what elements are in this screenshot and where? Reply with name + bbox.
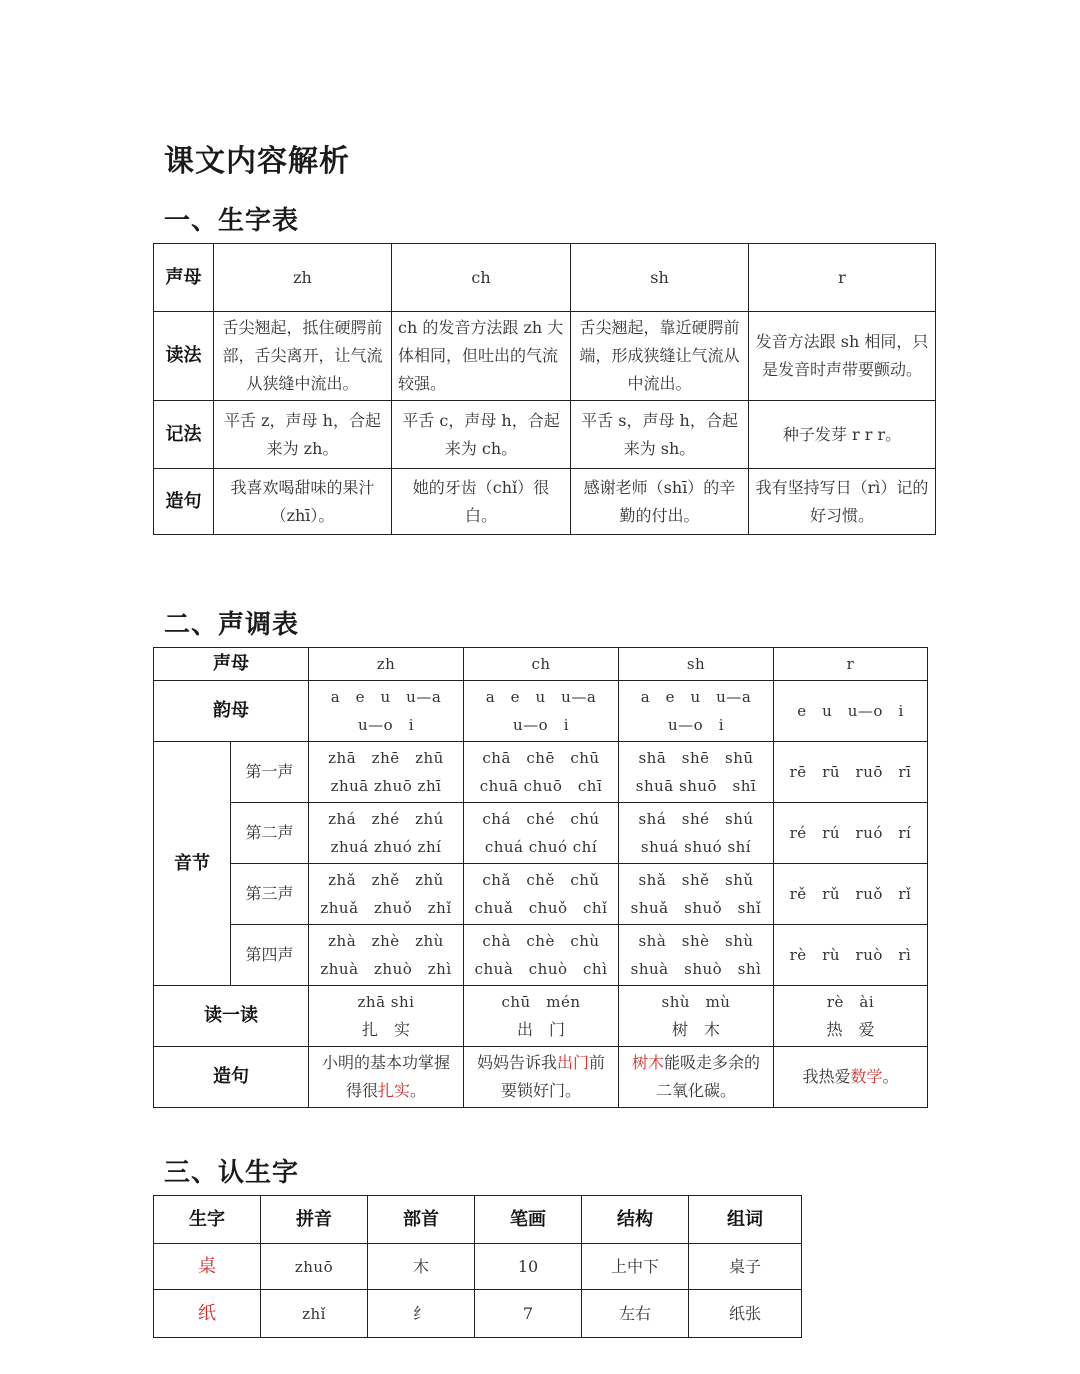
hanzi-line: 树 木 <box>671 1020 720 1039</box>
syllable-line: chuà chuò chì <box>474 960 608 978</box>
syllable-line: zhā zhē zhū <box>328 749 444 767</box>
table-row <box>154 803 928 864</box>
tone-table <box>153 647 928 1108</box>
table-cell <box>619 1047 774 1108</box>
table-cell <box>309 864 464 925</box>
sentence-text: 妈妈告诉我 <box>476 1053 557 1072</box>
yunmu-line: a e u u—a <box>485 688 597 706</box>
page-title: 课文内容解析 <box>164 144 350 179</box>
section-1-heading: 一、生字表 <box>164 206 300 236</box>
column-header: 组词 <box>689 1196 802 1244</box>
tone-label: 第三声 <box>231 864 309 925</box>
syllable-line: shuǎ shuǒ shǐ <box>630 899 762 917</box>
syllable-line: zhuá zhuó zhí <box>330 838 442 856</box>
table-cell: 纸张 <box>689 1290 802 1338</box>
table-cell: 舌尖翘起，靠近硬腭前端，形成狭缝让气流从中流出。 <box>571 312 749 401</box>
syllable-line: zhuà zhuò zhì <box>320 960 452 978</box>
syllable-line: zhuā zhuō zhī <box>330 777 442 795</box>
column-header: 生字 <box>154 1196 261 1244</box>
syllable-line: shǎ shě shǔ <box>638 871 754 889</box>
section-3-heading: 三、认生字 <box>164 1158 300 1188</box>
row-label: 造句 <box>154 469 214 535</box>
row-label: 音节 <box>154 742 231 986</box>
tone-label: 第一声 <box>231 742 309 803</box>
row-label: 造句 <box>154 1047 309 1108</box>
column-header: ch <box>464 648 619 681</box>
table-cell <box>309 803 464 864</box>
syllable-line: shá shé shú <box>638 810 754 828</box>
hanzi-line: 扎 实 <box>361 1020 410 1039</box>
highlight-word: 扎实 <box>377 1081 410 1100</box>
highlight-word: 数学 <box>850 1067 883 1086</box>
table-cell <box>464 742 619 803</box>
table-row <box>154 925 928 986</box>
syllable-line: shuà shuò shì <box>630 960 762 978</box>
column-header: 结构 <box>582 1196 689 1244</box>
table-row <box>154 986 928 1047</box>
table-row <box>154 1047 928 1108</box>
column-header: 笔画 <box>475 1196 582 1244</box>
table-cell <box>309 681 464 742</box>
table-row <box>154 681 928 742</box>
table-cell: e u u—o i <box>774 681 928 742</box>
highlight-word: 树木 <box>631 1053 664 1072</box>
sentence-text: 得很 <box>345 1081 378 1100</box>
yunmu-line: a e u u—a <box>330 688 442 706</box>
table-row <box>154 1196 802 1244</box>
syllable-line: chǎ chě chǔ <box>482 871 600 889</box>
table-cell <box>464 681 619 742</box>
column-header: 部首 <box>368 1196 475 1244</box>
syllable-line: shuā shuō shī <box>635 777 757 795</box>
table-cell <box>619 681 774 742</box>
table-cell <box>774 1047 928 1108</box>
yunmu-line: a e u u—a <box>640 688 752 706</box>
column-header: ch <box>392 244 571 312</box>
pinyin-line: rè ài <box>826 993 875 1011</box>
table-cell <box>774 986 928 1047</box>
syllable-line: shuá shuó shí <box>640 838 752 856</box>
table-cell: ré rú ruó rí <box>774 803 928 864</box>
table-cell: 她的牙齿（chǐ）很白。 <box>392 469 571 535</box>
syllable-line: zhá zhé zhú <box>328 810 444 828</box>
column-header: zh <box>309 648 464 681</box>
column-header: sh <box>571 244 749 312</box>
table-row <box>154 469 936 535</box>
table-row <box>154 648 928 681</box>
table-row <box>154 401 936 469</box>
table-cell <box>464 803 619 864</box>
syllable-line: shā shē shū <box>638 749 754 767</box>
table-cell <box>464 1047 619 1108</box>
character-cell: 桌 <box>154 1244 261 1290</box>
table-cell: ch 的发音方法跟 zh 大体相同，但吐出的气流较强。 <box>392 312 571 401</box>
table-cell: 木 <box>368 1244 475 1290</box>
table-cell: rě rǔ ruǒ rǐ <box>774 864 928 925</box>
column-header: 拼音 <box>261 1196 368 1244</box>
sentence-line: 小明的基本功掌握 <box>321 1053 450 1072</box>
table-cell <box>464 864 619 925</box>
yunmu-line: u—o i <box>668 716 724 734</box>
table-cell <box>464 925 619 986</box>
table-cell: 舌尖翘起，抵住硬腭前部，舌尖离开，让气流从狭缝中流出。 <box>214 312 392 401</box>
syllable-line: zhǎ zhě zhǔ <box>328 871 444 889</box>
table-cell <box>309 1047 464 1108</box>
characters-table <box>153 1195 802 1338</box>
pinyin-line: zhā shi <box>357 993 415 1011</box>
table-cell: rē rū ruō rī <box>774 742 928 803</box>
table-cell <box>619 925 774 986</box>
syllable-line: zhuǎ zhuǒ zhǐ <box>320 899 452 917</box>
table-cell: 10 <box>475 1244 582 1290</box>
sentence-line <box>470 1049 612 1077</box>
syllable-line: chá ché chú <box>482 810 600 828</box>
table-cell: 左右 <box>582 1290 689 1338</box>
table-cell: 发音方法跟 sh 相同，只是发音时声带要颤动。 <box>749 312 936 401</box>
table-cell <box>619 803 774 864</box>
table-cell: rè rù ruò rì <box>774 925 928 986</box>
table-row <box>154 742 928 803</box>
shengzi-table <box>153 243 936 535</box>
sentence-text: 前 <box>589 1053 606 1072</box>
syllable-line: chuá chuó chí <box>484 838 598 856</box>
character-cell: 纸 <box>154 1290 261 1338</box>
yunmu-line: u—o i <box>358 716 414 734</box>
sentence-line <box>315 1077 457 1105</box>
syllable-line: chà chè chù <box>482 932 600 950</box>
syllable-line: chuā chuō chī <box>479 777 603 795</box>
table-cell: 我有坚持写日（rì）记的好习惯。 <box>749 469 936 535</box>
table-cell: 我喜欢喝甜味的果汁（zhī）。 <box>214 469 392 535</box>
table-cell <box>309 986 464 1047</box>
row-label: 记法 <box>154 401 214 469</box>
sentence-text: 能吸走多余的 <box>664 1053 761 1072</box>
tone-label: 第二声 <box>231 803 309 864</box>
tone-label: 第四声 <box>231 925 309 986</box>
row-label: 韵母 <box>154 681 309 742</box>
table-cell <box>309 925 464 986</box>
table-cell: zhuō <box>261 1244 368 1290</box>
column-header: zh <box>214 244 392 312</box>
table-cell: 平舌 z，声母 h，合起来为 zh。 <box>214 401 392 469</box>
highlight-word: 出门 <box>556 1053 589 1072</box>
table-cell: 上中下 <box>582 1244 689 1290</box>
sentence-line <box>625 1049 767 1077</box>
column-header: r <box>774 648 928 681</box>
table-cell: 平舌 c，声母 h，合起来为 ch。 <box>392 401 571 469</box>
syllable-line: shà shè shù <box>638 932 754 950</box>
syllable-line: chā chē chū <box>482 749 600 767</box>
yunmu-line: u—o i <box>513 716 569 734</box>
sentence-line: 二氧化碳。 <box>655 1081 736 1100</box>
sentence-text: 。 <box>410 1081 427 1100</box>
sentence-line: 要锁好门。 <box>500 1081 581 1100</box>
pinyin-line: chū mén <box>501 993 581 1011</box>
table-cell: zhǐ <box>261 1290 368 1338</box>
table-row <box>154 864 928 925</box>
sentence-text: 。 <box>882 1067 899 1086</box>
row-label: 读一读 <box>154 986 309 1047</box>
table-cell <box>619 864 774 925</box>
syllable-line: zhà zhè zhù <box>328 932 444 950</box>
table-cell: 桌子 <box>689 1244 802 1290</box>
column-header: r <box>749 244 936 312</box>
table-row <box>154 244 936 312</box>
table-row <box>154 1244 802 1290</box>
table-cell: 7 <box>475 1290 582 1338</box>
table-row <box>154 1290 802 1338</box>
syllable-line: chuǎ chuǒ chǐ <box>474 899 608 917</box>
table-cell: 纟 <box>368 1290 475 1338</box>
header-cell: 声母 <box>154 244 214 312</box>
pinyin-line: shù mù <box>661 993 731 1011</box>
table-cell <box>619 986 774 1047</box>
column-header: sh <box>619 648 774 681</box>
table-row <box>154 312 936 401</box>
table-cell <box>619 742 774 803</box>
header-cell: 声母 <box>154 648 309 681</box>
table-cell: 感谢老师（shī）的辛勤的付出。 <box>571 469 749 535</box>
table-cell: 种子发芽 r r r。 <box>749 401 936 469</box>
table-cell <box>464 986 619 1047</box>
table-cell: 平舌 s，声母 h，合起来为 sh。 <box>571 401 749 469</box>
section-2-heading: 二、声调表 <box>164 610 300 640</box>
hanzi-line: 热 爱 <box>826 1020 875 1039</box>
sentence-text: 我热爱 <box>802 1067 851 1086</box>
row-label: 读法 <box>154 312 214 401</box>
hanzi-line: 出 门 <box>516 1020 565 1039</box>
table-cell <box>309 742 464 803</box>
